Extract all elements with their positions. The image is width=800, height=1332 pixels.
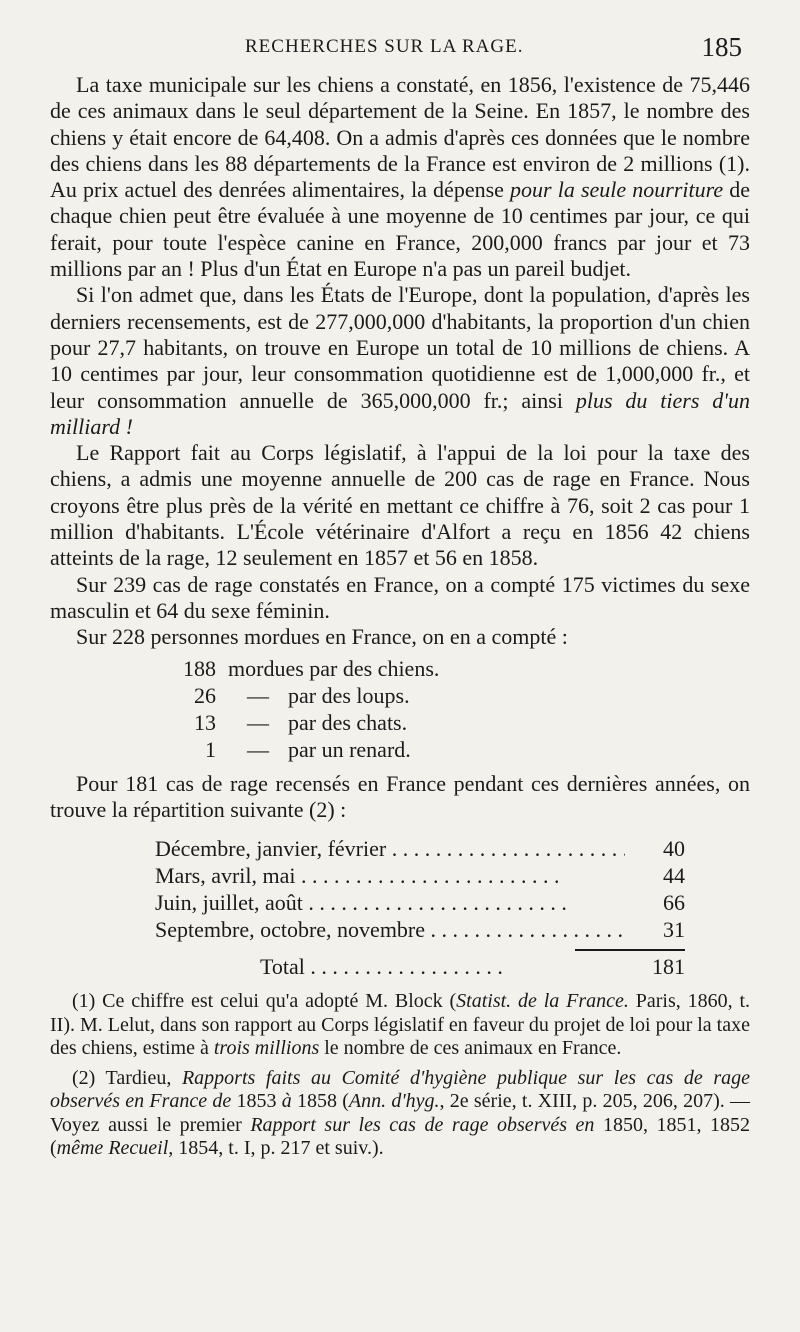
- bite-count: 13: [194, 709, 216, 735]
- fn1-c: le nombre de ces animaux en France.: [319, 1037, 622, 1060]
- season-label: Mars, avril, mai . . .: [155, 862, 625, 889]
- body-text-2: [50, 771, 750, 824]
- fn1-italic-a: Statist. de la France.: [456, 990, 629, 1013]
- season-label: Juin, juillet, août . . .: [155, 889, 625, 916]
- fn2-italic-a: Rapports faits au Comité d'hygiène publique sur les cas de rage observés en France de: [50, 1066, 750, 1113]
- fn2-d: , 2e série, t. XIII, p. 205, 206, 207). — Voyez aussi le premier: [50, 1090, 750, 1136]
- page-number: 185: [701, 32, 742, 62]
- paragraph-1-italic: pour la seule nourriture: [510, 177, 724, 203]
- fn2-italic-d: Rapport sur les cas de rage observés en: [250, 1113, 595, 1136]
- paragraph-2-italic: plus du tiers d'un milliard !: [50, 387, 750, 439]
- season-value: 31: [663, 917, 685, 943]
- paragraph-5: Sur 228 personnes mordues en France, on en a compté :: [76, 624, 568, 650]
- paragraph-2: [50, 282, 750, 440]
- body-text: [50, 72, 750, 651]
- footnote-1: [50, 990, 750, 1061]
- bite-count: 188: [183, 655, 216, 681]
- season-table: [155, 835, 685, 980]
- running-title: RECHERCHES SUR LA RAGE.: [245, 36, 524, 57]
- bite-row: [160, 736, 750, 763]
- paragraph-1-text-a: La taxe municipale sur les chiens a constaté, en 1856, l'existence de 75,446 de ces animaux dans le seul département de la Seine. En 1857, le nombre des chiens y était encore de 64,408. On a admis d'après ces données que le nombre des chiens dans les 88 départements de la France est environ de 2 millions (1). Au prix actuel des denrées alimentaires, la dépense: [50, 72, 750, 203]
- bite-count: 1: [205, 736, 216, 762]
- fn2-italic-e: même Recueil,: [56, 1137, 174, 1160]
- season-label: Décembre, janvier, février . . .: [155, 835, 625, 862]
- bite-row: [160, 655, 750, 682]
- bite-desc: par un renard.: [288, 736, 411, 762]
- bite-desc: mordues par des chiens.: [228, 655, 440, 681]
- bite-statistics: [160, 655, 750, 763]
- total-value: 181: [652, 954, 685, 980]
- fn1-b: Paris, 1860, t. II). M. Lelut, dans son rapport au Corps législatif en faveur du projet de loi pour la taxe des chiens, estime à: [50, 990, 750, 1060]
- fn2-f: 1854, t. I, p. 217 et suiv.).: [173, 1137, 384, 1160]
- paragraph-2-text: Si l'on admet que, dans les États de l'Europe, dont la population, d'après les derniers recensements, est de 277,000,000 d'habitants, la proportion d'un chien pour 27,7 habitants, on trouve en Europe un total de 10 millions de chiens. A 10 centimes par jour, leur consommation quotidienne est de 1,000,000 fr., et leur consommation annuelle de 365,000,000 fr.; ainsi: [50, 282, 750, 413]
- paragraph-3: Le Rapport fait au Corps législatif, à l'appui de la loi pour la taxe des chiens, a admis une moyenne annuelle de 200 cas de rage en France. Nous croyons être plus près de la vérité en mettant ce chiffre à 76, soit 2 cas pour 1 million d'habitants. L'École vétérinaire d'Alfort a reçu en 1856 42 chiens atteints de la rage, 12 seulement en 1857 et 56 en 1858.: [50, 440, 750, 571]
- bite-desc: par des loups.: [288, 682, 410, 708]
- season-row: [155, 835, 685, 862]
- season-row: [155, 916, 685, 943]
- footnote-2: [50, 1067, 750, 1161]
- paragraph-4: Sur 239 cas de rage constatés en France, on a compté 175 victimes du sexe masculin et 64 du sexe féminin.: [50, 571, 750, 623]
- total-label: Total . . .: [260, 953, 625, 980]
- fn2-e: 1850, 1851, 1852 (: [50, 1113, 750, 1160]
- fn2-c: 1858 (: [291, 1090, 349, 1113]
- season-row: [155, 889, 685, 916]
- footnotes: [50, 990, 750, 1161]
- bite-row: [160, 682, 750, 709]
- fn2-italic-b: à: [281, 1090, 292, 1113]
- bite-row: [160, 709, 750, 736]
- fn1-a: (1) Ce chiffre est celui qu'a adopté M. Block (: [72, 990, 457, 1013]
- bite-count: 26: [194, 682, 216, 708]
- total-row: [155, 953, 685, 980]
- running-head: [50, 30, 750, 72]
- paragraph-1: [50, 72, 750, 282]
- ditto-dash: —: [247, 682, 269, 708]
- season-value: 66: [663, 890, 685, 916]
- fn2-italic-c: Ann. d'hyg.: [348, 1090, 440, 1113]
- season-value: 40: [663, 836, 685, 862]
- ditto-dash: —: [247, 736, 269, 762]
- paragraph-6: Pour 181 cas de rage recensés en France pendant ces dernières années, on trouve la répartition suivante (2) :: [50, 770, 750, 822]
- season-value: 44: [663, 863, 685, 889]
- paragraph-1-text-b: de chaque chien peut être évaluée à une moyenne de 10 centimes par jour, ce qui ferait, pour toute l'espèce canine en France, 200,000 francs par jour et 73 millions par an ! Plus d'un État en Europe n'a pas un pareil budjet.: [50, 177, 751, 282]
- season-row: [155, 862, 685, 889]
- fn2-b: 1853: [231, 1090, 282, 1113]
- total-rule: [575, 949, 685, 951]
- fn1-italic-b: trois millions: [213, 1037, 320, 1060]
- fn2-a: (2) Tardieu,: [72, 1066, 182, 1089]
- season-label: Septembre, octobre, novembre . . .: [155, 916, 625, 943]
- bite-desc: par des chats.: [288, 709, 408, 735]
- ditto-dash: —: [247, 709, 269, 735]
